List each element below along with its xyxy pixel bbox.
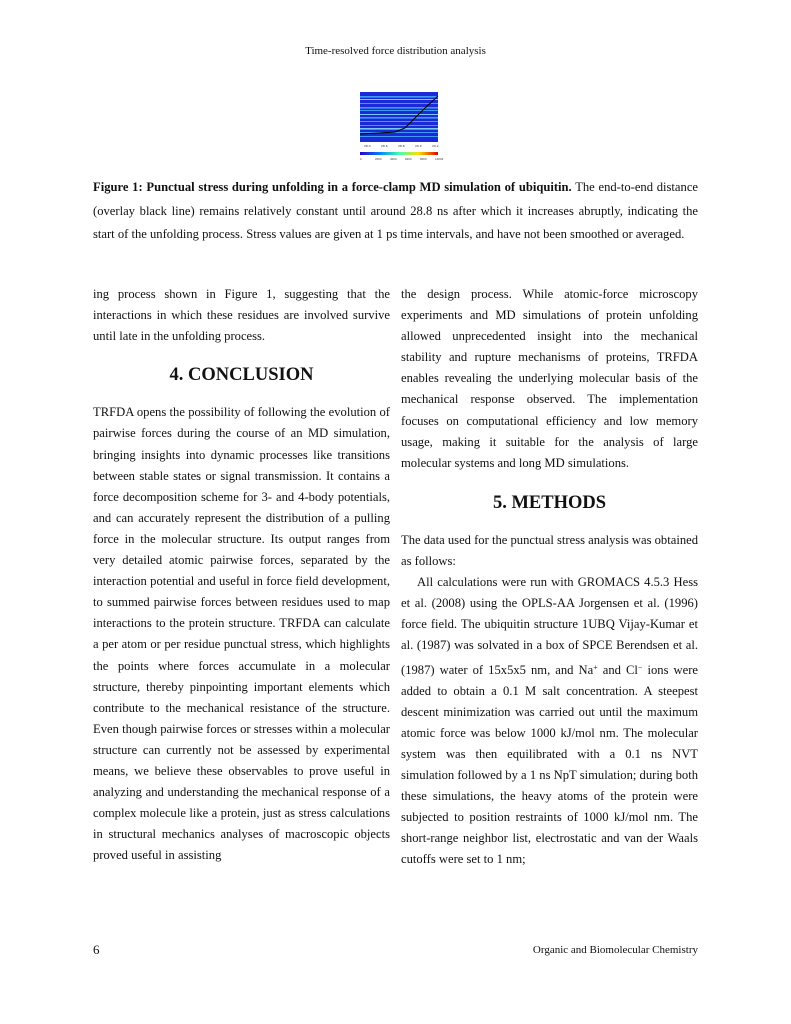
x-tick-labels: [364, 144, 439, 148]
colorbar-label: 6000: [405, 158, 412, 161]
right-continued-paragraph: the design process. While atomic-force microscopy experiments and MD simulations of protein unfolding allowed unprecedented insight into the mechanical stability and rupture mechanisms of proteins, TRFDA enables revealing the underlying molecular basis of the mechanical response observed. The implementation focuses on computational efficiency and low memory usage, making it suitable for the analysis of large molecular systems and long MD simulations.: [401, 287, 698, 470]
heatmap-stripe: [360, 114, 438, 115]
x-tick-label: 28.4: [364, 144, 371, 148]
methods-text-c: ions were added to obtain a 0.1 M salt concentration. A steepest descent minimization was carried out until the maximum atomic force was below 1000 kJ/mol nm. The molecular system was then equilibrated with a 0.1 ns NVT simulation followed by a 1 ns NpT simulation; during both these simulations, the heavy atoms of the protein were subjected to position restraints of 1000 kJ/mol nm. The short-range neighbor list, electrostatic and van der Waals cutoffs were set to 1 nm;: [401, 662, 698, 867]
heatmap-stripe: [360, 99, 438, 100]
x-tick-label: 28.6: [381, 144, 388, 148]
conclusion-heading: 4. CONCLUSION: [169, 365, 314, 386]
heatmap-stripe: [360, 103, 438, 104]
methods-paragraph: [401, 572, 698, 870]
heatmap-stripe: [360, 96, 438, 98]
caption-label: Figure 1:: [93, 180, 143, 194]
heatmap-stripe: [360, 136, 438, 137]
heatmap-svg: [340, 90, 450, 162]
figure-caption: [93, 176, 698, 247]
methods-text-a: All calculations were run with GROMACS 4.5.3 Hess et al. (2008) using the OPLS-AA Jorgensen et al. (1996) force field. The ubiquitin structure 1UBQ Vijay-Kumar et al. (1987) was solvated in a box of SPCE Berendsen et al. (1987) water of 15x5x5 nm, and Na: [401, 575, 698, 677]
right-column: [401, 284, 698, 870]
heatmap-stripe: [360, 125, 438, 126]
left-column: [93, 284, 390, 866]
colorbar-label: 4000: [390, 158, 397, 161]
page-number: 6: [93, 942, 100, 957]
x-tick-label: 29.2: [432, 144, 439, 148]
colorbar-label: 8000: [420, 158, 427, 161]
caption-title: Punctual stress during unfolding in a force-clamp MD simulation of ubiquitin.: [146, 180, 572, 194]
colorbar-label: 0: [360, 158, 362, 161]
x-tick-label: 29.0: [415, 144, 422, 148]
colorbar-label: 10000: [435, 158, 444, 161]
colorbar-label: 2000: [375, 158, 382, 161]
colorbar: [360, 152, 438, 155]
heatmap-stripe: [360, 121, 438, 122]
chloride-charge: −: [637, 662, 643, 672]
journal-name: Organic and Biomolecular Chemistry: [532, 944, 698, 956]
methods-intro: The data used for the punctual stress analysis was obtained as follows:: [401, 532, 698, 569]
heatmap-stripe: [360, 128, 438, 130]
heatmap-stripe: [360, 110, 438, 111]
colorbar-labels: [360, 157, 444, 161]
caption-body: The end-to-end distance (overlay black line) remains relatively constant until around 28.8 ns after which it increases abruptly, indicating the start of the unfolding process. Stress values are given at 1 ps time intervals, and have not been smoothed or averaged.: [93, 180, 698, 241]
heatmap-stripe: [360, 132, 438, 133]
sodium-charge: +: [593, 662, 598, 672]
running-title: Time-resolved force distribution analysis: [305, 45, 486, 57]
left-continued-paragraph: ing process shown in Figure 1, suggesting that the interactions in which these residues are involved survive until late in the unfolding process.: [93, 287, 390, 344]
figure-1-heatmap: [340, 90, 450, 162]
conclusion-paragraph: TRFDA opens the possibility of following the evolution of pairwise forces during the course of an MD simulation, bringing insights into dynamic processes like transitions between stable states or signal transmission. It contains a force decomposition scheme for 3- and 4-body potentials, and can accurately represent the distribution of a pulling force in the molecular structure. Its output ranges from very detailed atomic pairwise forces, separated by the interaction potential and useful in force field development, to summed pairwise forces between residues used to map interactions to the protein structure. TRFDA can calculate a per atom or per residue punctual stress, which highlights the points where forces accumulate in a molecular structure, thereby pinpointing important elements which contribute to the mechanical resistance of the structure. Even though pairwise forces or stresses within a molecular structure can currently not be assessed by experimental means, we believe these observables to prove useful in analyzing and understanding the mechanical response of a complex molecule like a protein, just as stress calculations in structural mechanics analyses of macroscopic objects proved useful in assisting: [93, 405, 390, 863]
x-tick-label: 28.8: [398, 144, 405, 148]
methods-heading: 5. METHODS: [492, 492, 607, 513]
methods-text-b: and Cl: [597, 662, 638, 677]
heatmap-stripe: [360, 117, 438, 119]
